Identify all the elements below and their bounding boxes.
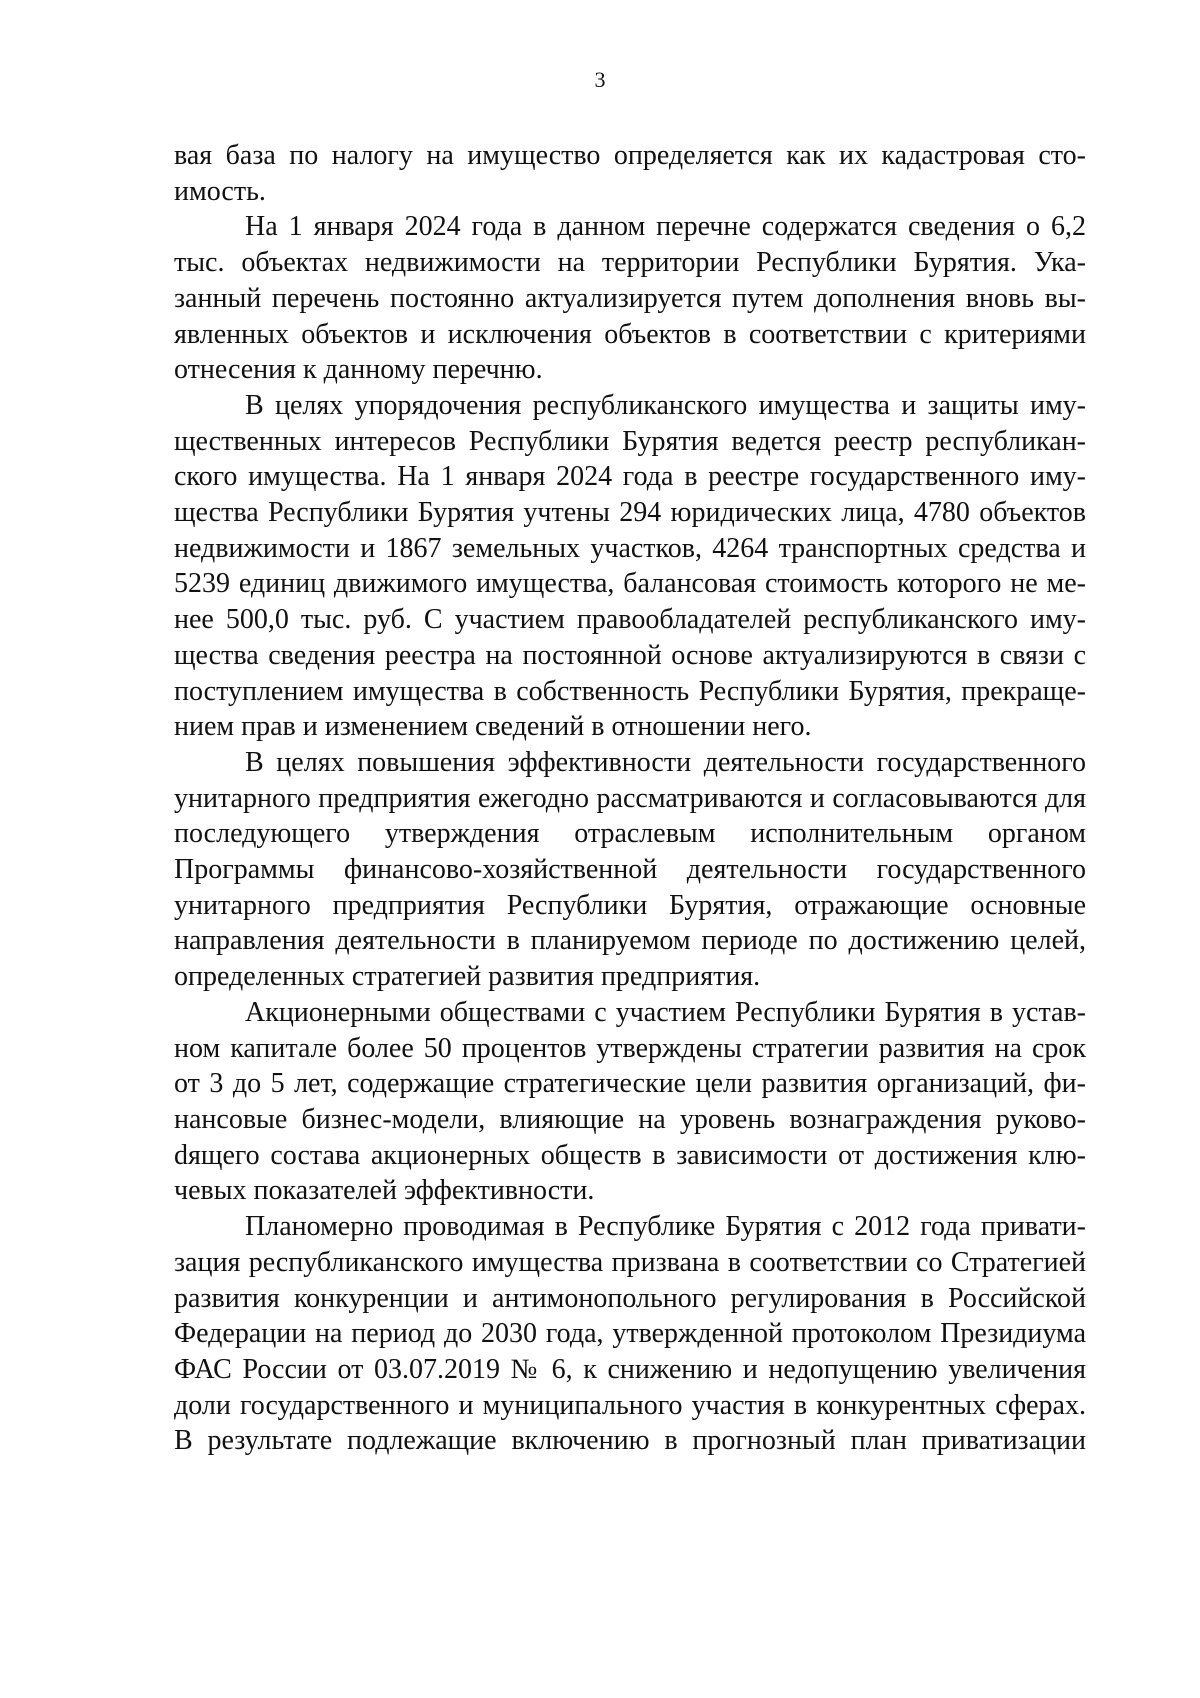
paragraph-continuation: вая база по налогу на имущество определяется как их кадастровая стоимость. [174, 140, 1086, 207]
paragraph-property-registry: В целях упорядочения республиканского имущества и защиты имущественных интересов Республики Бурятия ведется реестр республиканского имущества. На 1 января 2024 года в реестре государственного имущества Республики Бурятия учтены 294 юридических лица, 4780 объектов недвижимости и 1867 земельных участков, 4264 транспортных средства и 5239 единиц движимого имущества, балансовая стоимость которого не менее 500,0 тыс. руб. С участием правообладателей республиканского имущества сведения реестра на постоянной основе актуализируются в связи с поступлением имущества в собственность Республики Бурятия, прекращением прав и изменением сведений в отношении него. [174, 389, 1086, 743]
paragraph-real-estate-list: На 1 января 2024 года в данном перечне содержатся сведения о 6,2 тыс. объектах недвижимости на территории Республики Бурятия. Указанный перечень постоянно актуализируется путем дополнения вновь выявленных объектов и исключения объектов в соответствии с критериями отнесения к данному перечню. [174, 211, 1086, 386]
paragraph-joint-stock-companies: Акционерными обществами с участием Республики Бурятия в уставном капитале более 50 процентов утверждены стратегии развития на срок от 3 до 5 лет, содержащие стратегические цели развития организаций, финансовые бизнес-модели, влияющие на уровень вознаграждения руковоdящего состава акционерных обществ в зависимости от достижения ключевых показателей эффективности. [174, 996, 1086, 1207]
page-number: 3 [594, 67, 606, 92]
document-body [174, 138, 1086, 1459]
paragraph-privatization: Планомерно проводимая в Республике Бурятия с 2012 года приватизация республиканского имущества призвана в соответствии со Стратегией развития конкуренции и антимонопольного регулирования в Российской Федерации на период до 2030 года, утвержденной протоколом Президиума ФАС России от 03.07.2019 № 6, к снижению и недопущению увеличения доли государственного и муниципального участия в конкурентных сферах. В результате подлежащие включению в прогнозный план приватизации [174, 1211, 1086, 1457]
paragraph-unitary-enterprise: В целях повышения эффективности деятельности государственного унитарного предприятия ежегодно рассматриваются и согласовываются для последующего утверждения отраслевым исполнительным органом Программы финансово-хозяйственной деятельности государственного унитарного предприятия Республики Бурятия, отражающие основные направления деятельности в планируемом периоде по достижению целей, определенных стратегией развития предприятия. [174, 746, 1086, 993]
